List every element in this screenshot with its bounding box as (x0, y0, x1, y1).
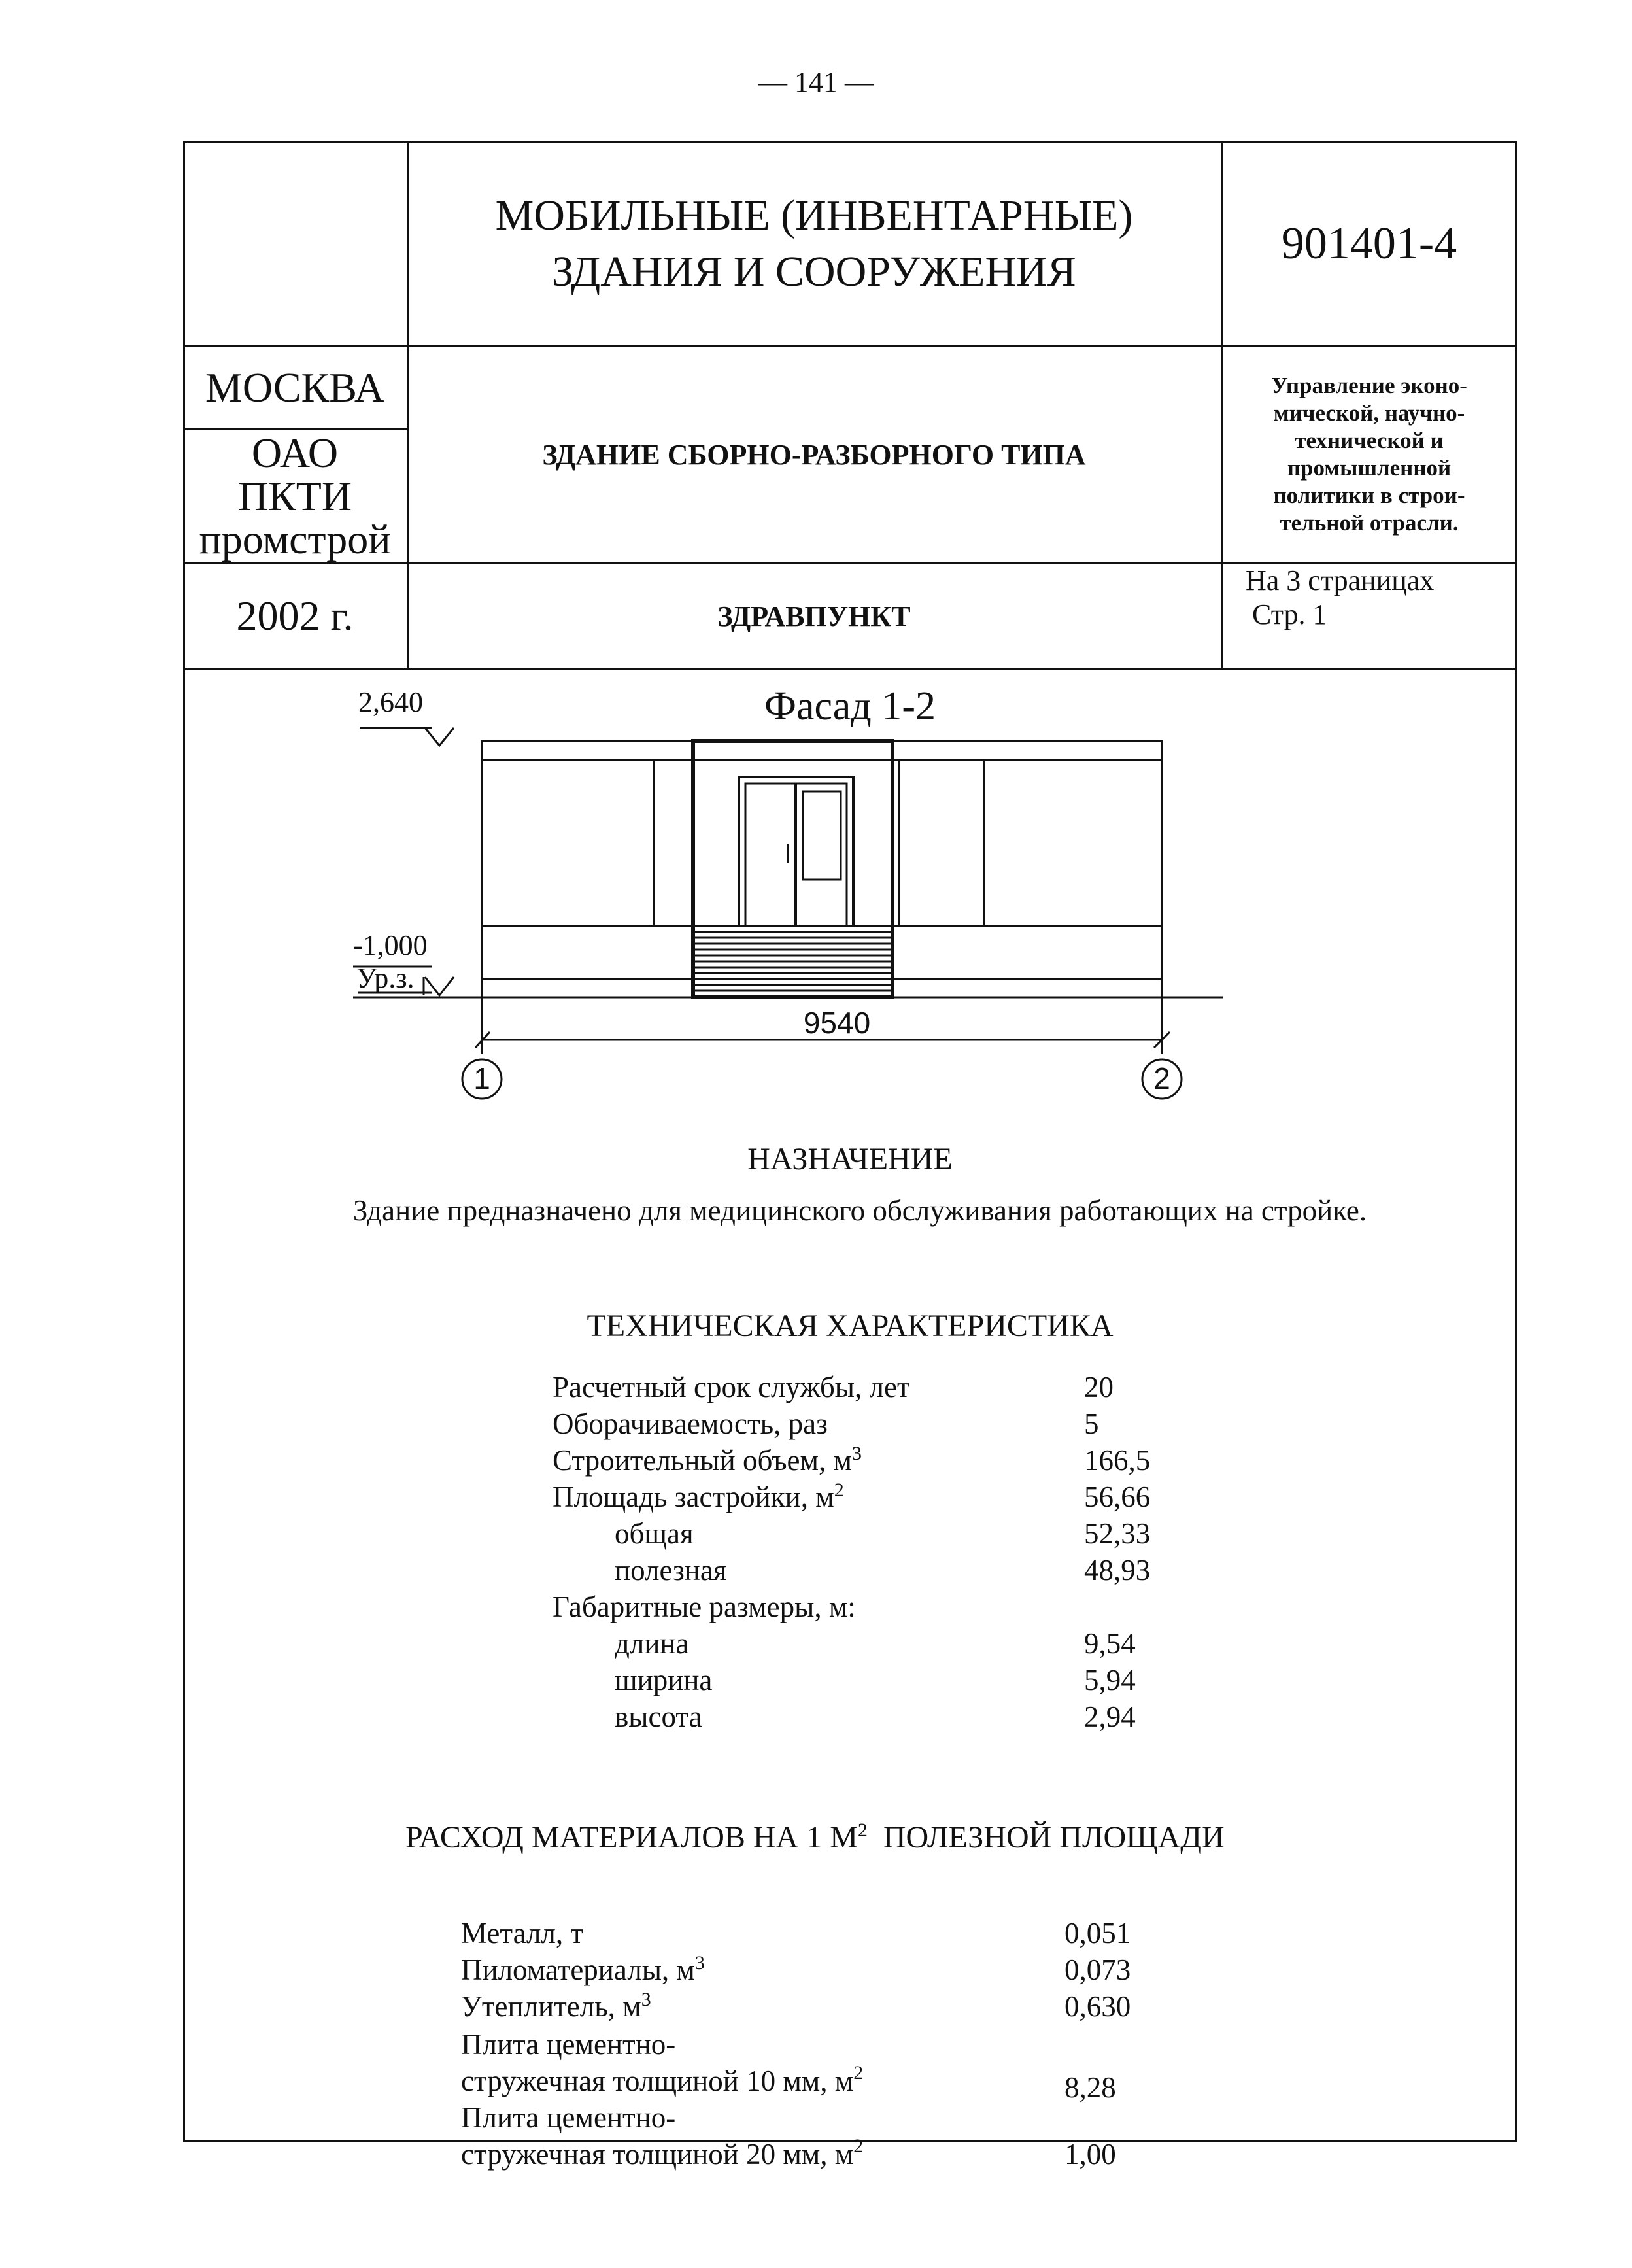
page-number: — 141 — (758, 66, 874, 98)
org-line-2: ПКТИ (237, 473, 352, 519)
org-line-1: ОАО (251, 430, 339, 476)
material-label: Металл, т (461, 1917, 584, 1950)
material-value: 0,630 (1064, 1990, 1131, 2023)
spec-value: 9,54 (1084, 1627, 1136, 1660)
title-line-1: МОБИЛЬНЫЕ (ИНВЕНТАРНЫЕ) (495, 192, 1133, 239)
top-level-mark: 2,640 (358, 686, 423, 718)
spec-value: 52,33 (1084, 1517, 1151, 1550)
spec-label: Площадь застройки, $м^2$ (552, 1479, 844, 1513)
spec-label: полезная (615, 1554, 727, 1587)
agency-line: промышленной (1287, 455, 1452, 481)
material-label: Плита цементно- (461, 2028, 676, 2061)
level-arrow (425, 728, 454, 746)
purpose-text: Здание предназначено для медицинского обслуживания работающих на стройке. (352, 1194, 1367, 1227)
spec-label: Габаритные размеры, м: (552, 1590, 856, 1623)
object-name: ЗДРАВПУНКТ (717, 600, 911, 632)
spec-value: 5 (1084, 1407, 1099, 1440)
agency-line: Управление эконо- (1271, 373, 1467, 398)
spec-label: Строительный объем, $м^3$ (552, 1443, 862, 1477)
material-label: Утеплитель, $м^3$ (461, 1989, 651, 2023)
title-line-2: ЗДАНИЯ И СООРУЖЕНИЯ (552, 248, 1076, 296)
org-line-3: промстрой (199, 516, 391, 562)
material-label: Пиломатериалы, $м^3$ (461, 1952, 705, 1986)
axis-label-2: 2 (1153, 1061, 1170, 1095)
spec-label: Оборачиваемость, раз (552, 1407, 828, 1440)
material-value: 8,28 (1064, 2071, 1116, 2104)
purpose-heading: НАЗНАЧЕНИЕ (747, 1142, 953, 1177)
spec-value: 5,94 (1084, 1664, 1136, 1696)
spec-value: 56,66 (1084, 1481, 1151, 1513)
spec-label: Расчетный срок службы, лет (552, 1371, 910, 1403)
spec-label: высота (615, 1700, 702, 1733)
spec-value: 48,93 (1084, 1554, 1151, 1587)
facade-title: Фасад 1-2 (764, 684, 936, 729)
spec-value: 2,94 (1084, 1700, 1136, 1733)
spec-value: 166,5 (1084, 1444, 1151, 1477)
year: 2002 г. (236, 593, 354, 639)
agency-line: технической и (1295, 428, 1444, 453)
agency-line: политики в строи- (1273, 483, 1465, 508)
document-code: 901401-4 (1281, 218, 1457, 269)
bottom-level-mark: -1,000 (353, 929, 428, 961)
ground-level-label: Ур.з. (356, 962, 415, 994)
agency-line: тельной отрасли. (1280, 510, 1459, 536)
spec-label: общая (615, 1517, 694, 1550)
material-value: 0,051 (1064, 1917, 1131, 1950)
spec-label: ширина (615, 1664, 713, 1696)
material-label: Плита цементно- (461, 2101, 676, 2134)
tech-heading: ТЕХНИЧЕСКАЯ ХАРАКТЕРИСТИКА (586, 1309, 1114, 1343)
spec-value: 20 (1084, 1371, 1114, 1403)
length-dimension: 9540 (803, 1006, 871, 1040)
axis-label-1: 1 (473, 1061, 490, 1095)
material-value: 0,073 (1064, 1953, 1131, 1986)
materials-heading: РАСХОД МАТЕРИАЛОВ НА 1 $М^2$ ПОЛЕЗНОЙ ПЛОЩАДИ (405, 1819, 1225, 1855)
spec-label: длина (615, 1627, 689, 1660)
city: МОСКВА (205, 364, 385, 411)
building-type: ЗДАНИЕ СБОРНО-РАЗБОРНОГО ТИПА (542, 438, 1086, 471)
entrance-block (693, 741, 892, 997)
building-outline (482, 741, 1162, 997)
material-value: 1,00 (1064, 2138, 1116, 2171)
pages-count: На 3 страницах (1246, 564, 1435, 596)
material-label: стружечная толщиной 20 мм, $м^2$ (461, 2135, 864, 2171)
material-label: стружечная толщиной 10 мм, $м^2$ (461, 2062, 864, 2097)
agency-line: мической, научно- (1273, 400, 1465, 426)
page-index: Стр. 1 (1252, 598, 1327, 630)
